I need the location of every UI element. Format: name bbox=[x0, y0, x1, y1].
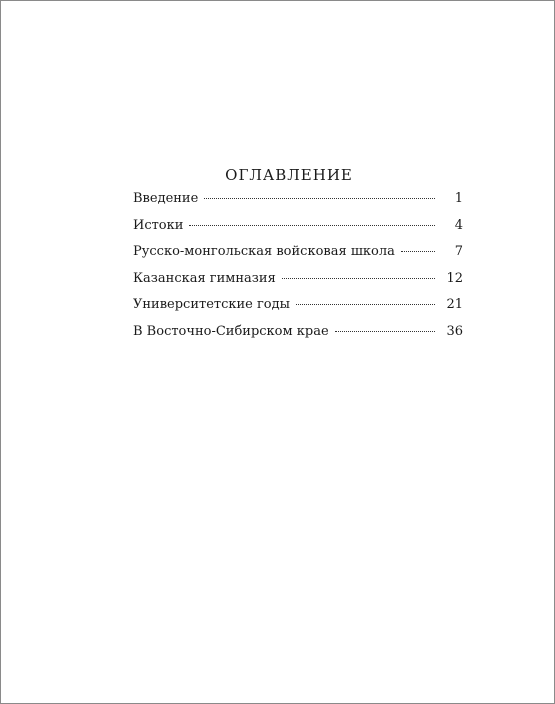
dot-leader bbox=[189, 224, 435, 226]
toc-entry-label: Казанская гимназия bbox=[133, 270, 276, 286]
toc-entry-label: Введение bbox=[133, 191, 199, 206]
dot-leader bbox=[335, 330, 435, 332]
toc-entry bbox=[133, 191, 463, 218]
table-of-contents bbox=[133, 191, 463, 350]
toc-entry bbox=[133, 297, 463, 324]
dot-leader bbox=[401, 250, 435, 252]
toc-entry-label: В Восточно-Сибирском крае bbox=[133, 323, 329, 339]
toc-entry-page: 4 bbox=[454, 217, 463, 233]
toc-entry-page: 12 bbox=[446, 270, 463, 286]
toc-entry-label: Русско-монгольская войсковая школа bbox=[133, 244, 395, 259]
dot-leader bbox=[296, 303, 435, 305]
toc-entry bbox=[133, 244, 463, 271]
toc-entry-page: 7 bbox=[454, 244, 463, 259]
dot-leader bbox=[204, 197, 435, 199]
toc-entry-label: Истоки bbox=[133, 217, 184, 233]
toc-entry-page: 1 bbox=[454, 191, 463, 206]
toc-entry-page: 36 bbox=[446, 323, 463, 339]
toc-entry-page: 21 bbox=[446, 297, 463, 312]
toc-entry bbox=[133, 324, 463, 351]
toc-entry-label: Университетские годы bbox=[133, 297, 290, 312]
toc-entry bbox=[133, 271, 463, 298]
dot-leader bbox=[282, 277, 435, 279]
toc-title: ОГЛАВЛЕНИЕ bbox=[225, 166, 353, 184]
toc-entry bbox=[133, 218, 463, 245]
